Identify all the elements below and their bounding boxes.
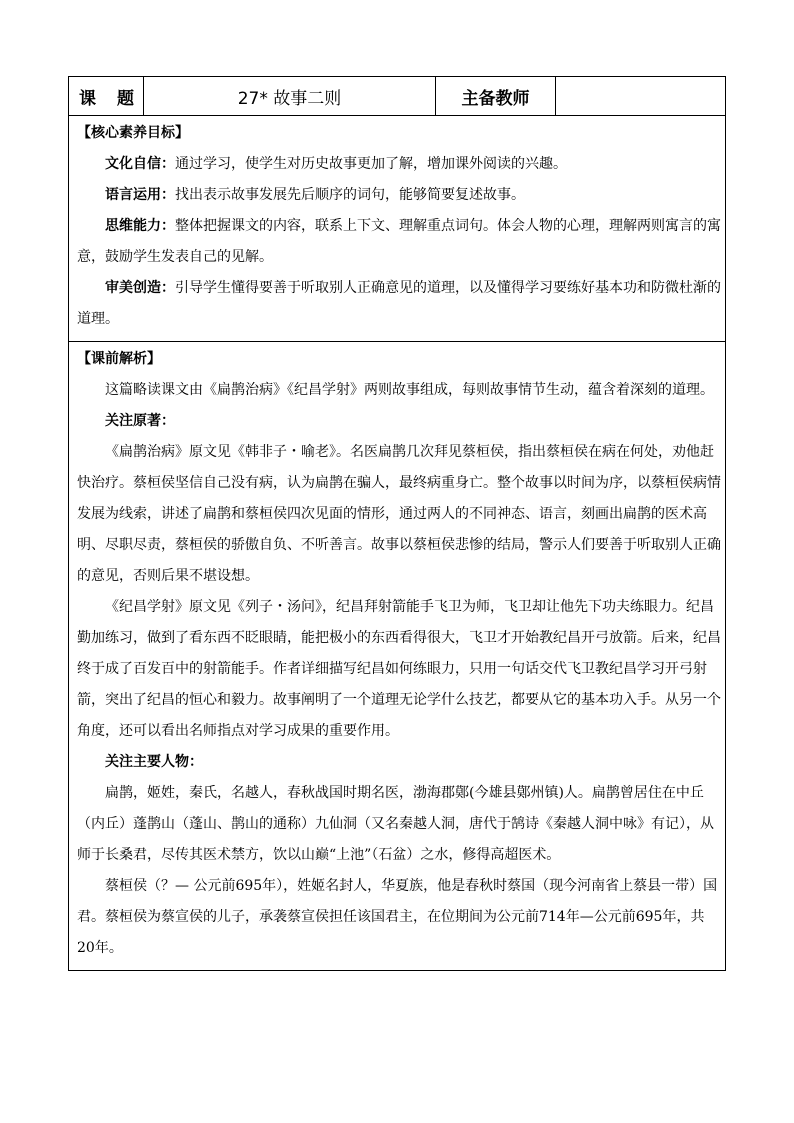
goal-label: 审美创造： [105,280,175,296]
goal-item [77,180,721,211]
goal-item [77,211,721,273]
goals-heading: 【核心素养目标】 [77,125,189,141]
goals-row [69,116,726,342]
goal-text: 找出表示故事发展先后顺序的词句，能够简要复述故事。 [175,187,525,203]
analysis-cell [69,342,726,971]
lesson-plan-table [68,76,726,971]
goal-label: 思维能力： [105,218,175,234]
goal-text: 引导学生懂得要善于听取别人正确意见的道理，以及懂得学习要练好基本功和防微杜渐的道理。 [77,280,721,327]
original-paragraph-1: 《扁鹊治病》原文见《韩非子・喻老》。名医扁鹊几次拜见蔡桓侯，指出蔡桓侯在病在何处，劝他赶快治疗。蔡桓侯坚信自己没有病，认为扁鹊在骗人，最终病重身亡。整个故事以时间为序，以蔡桓侯病情发展为线索，讲述了扁鹊和蔡桓侯四次见面的情形，通过两人的不同神态、语言，刻画出扁鹊的医术高明、尽职尽责，蔡桓侯的骄傲自负、不听善言。故事以蔡桓侯悲惨的结局，警示人们要善于听取别人正确的意见，否则后果不堪设想。 [77,444,721,584]
analysis-intro: 这篇略读课文由《扁鹊治病》《纪昌学射》两则故事组成，每则故事情节生动，蕴含着深刻的道理。 [105,382,714,398]
lesson-title: 27* 故事二则 [144,77,436,116]
goal-label: 语言运用： [105,187,175,203]
analysis-heading: 【课前解析】 [77,351,161,367]
characters-heading: 关注主要人物： [105,754,203,770]
original-heading: 关注原著： [105,413,175,429]
goal-text: 通过学习，使学生对历史故事更加了解，增加课外阅读的兴趣。 [175,156,567,172]
teacher-value[interactable] [556,77,726,116]
original-paragraph-2: 《纪昌学射》原文见《列子・汤问》，纪昌拜射箭能手飞卫为师，飞卫却让他先下功夫练眼力。纪昌勤加练习，做到了看东西不眨眼睛，能把极小的东西看得很大，飞卫才开始教纪昌开弓放箭。后来，纪昌终于成了百发百中的射箭能手。作者详细描写纪昌如何练眼力，只用一句话交代飞卫教纪昌学习开弓射箭，突出了纪昌的恒心和毅力。故事阐明了一个道理无论学什么技艺，都要从它的基本功入手。从另一个角度，还可以看出名师指点对学习成果的重要作用。 [77,599,721,739]
goal-text: 整体把握课文的内容，联系上下文、理解重点词句。体会人物的心理，理解两则寓言的寓意，鼓励学生发表自己的见解。 [77,218,721,265]
teacher-label: 主备教师 [436,77,556,116]
goal-item [77,149,721,180]
goal-label: 文化自信： [105,156,175,172]
character-paragraph-1: 扁鹊，姬姓，秦氏，名越人，春秋战国时期名医，渤海郡鄚(今雄县鄚州镇)人。扁鹊曾居住在中丘（内丘）蓬鹊山（蓬山、鹊山的通称）九仙洞（又名秦越人洞，唐代于鹄诗《秦越人洞中咏》有记），从师于长桑君，尽传其医术禁方，饮以山巅“上池”（石盆）之水，修得高超医术。 [77,785,714,863]
analysis-row [69,342,726,971]
character-paragraph-2: 蔡桓侯（？— 公元前695年），姓姬名封人，华夏族，他是春秋时蔡国（现今河南省上蔡县一带）国君。蔡桓侯为蔡宣侯的儿子，承袭蔡宣侯担任该国君主，在位期间为公元前714年—公元前695年，共20年。 [77,878,718,956]
header-row [69,77,726,116]
goals-cell [69,116,726,342]
topic-label: 课 题 [69,77,144,116]
goal-item [77,273,721,335]
